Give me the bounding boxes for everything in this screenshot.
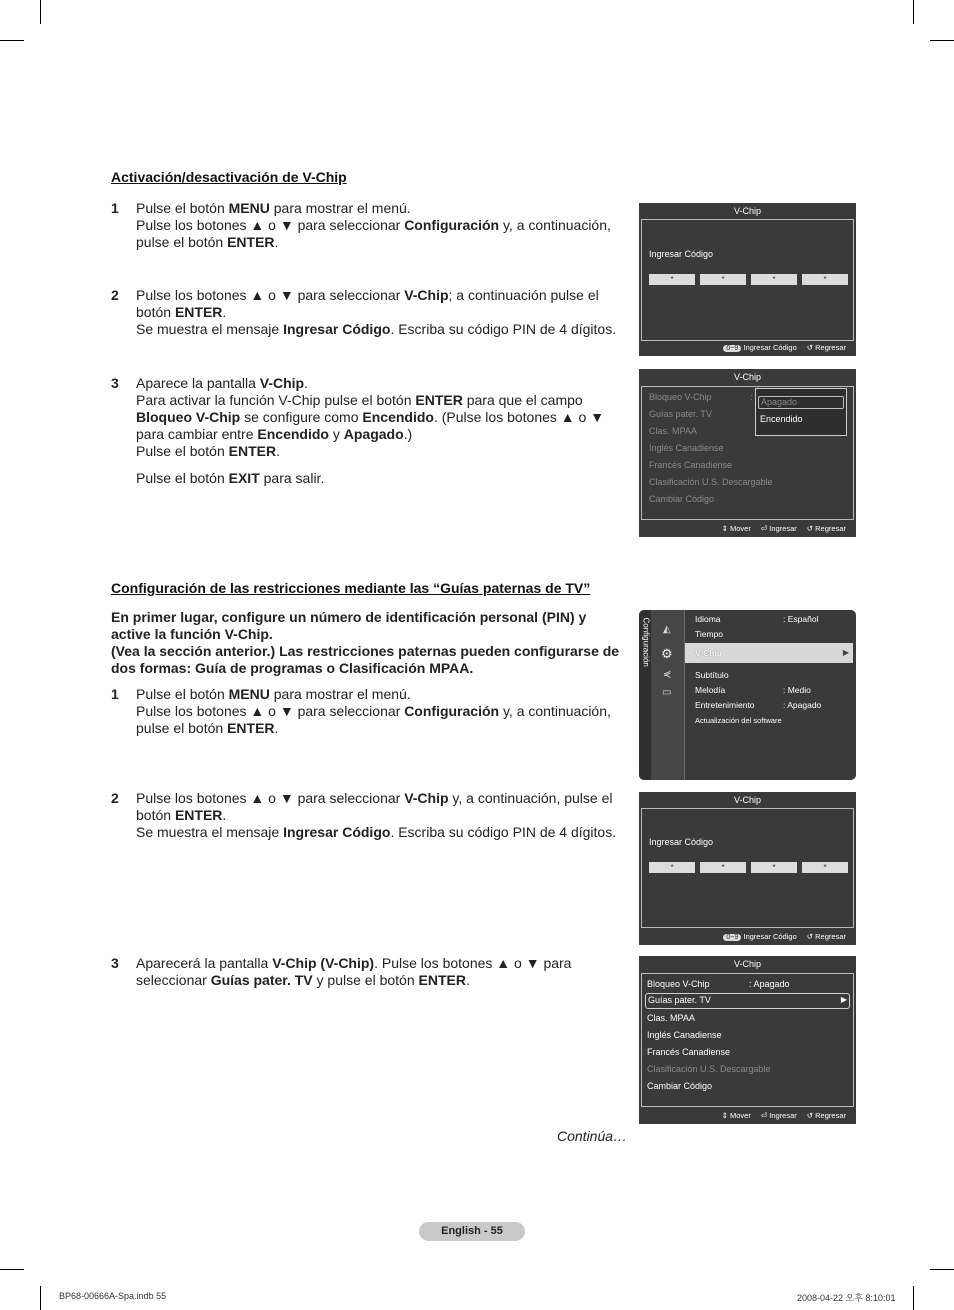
config-side-label: Configuración [641, 617, 651, 667]
menu-item[interactable]: Clas. MPAA [649, 426, 697, 436]
screen-title: V-Chip [733, 206, 761, 216]
gear-icon[interactable]: ⚙ [661, 646, 673, 661]
screen-vchip-lock [639, 369, 856, 537]
screen-footer: 0~9 Ingresar Código ↺ Regresar [723, 343, 846, 352]
return-icon: ↺ [806, 1111, 814, 1120]
input-icon[interactable]: ▭ [662, 687, 672, 698]
screen-vchip-list: V-Chip Bloqueo V-Chip : Apagado Guías pater. TV ▶ Clas. MPAA Inglés Canadiense Francés Canadiense Clasificación U.S. Descargable Cambiar Código ⇕ Mover ⏎ Ingresar ↺ Regresar [639, 956, 856, 1124]
section2-intro: En primer lugar, configure un número de identificación personal (PIN) y active la función V-Chip. (Vea la sección anterior.) Las restricciones paternas pueden configurarse de dos formas: Guía de programas o Clasificación MPAA. [111, 609, 620, 676]
menu-item[interactable]: Inglés Canadiense [649, 443, 724, 453]
config-item-melodia[interactable]: Melodía [695, 685, 726, 695]
vchip-item-guias[interactable]: Guías pater. TV [648, 995, 711, 1005]
return-icon: ↺ [806, 932, 814, 941]
updown-icon: ⇕ [721, 1111, 728, 1120]
menu-item[interactable]: Cambiar Código [649, 494, 715, 504]
screen-title: V-Chip [733, 372, 761, 382]
screen-footer: ⇕ Mover ⏎ Ingresar ↺ Regresar [721, 524, 846, 533]
arrow-right-icon: ▶ [842, 648, 849, 657]
section2-title: Configuración de las restricciones mediante las “Guías paternas de TV” [111, 580, 591, 596]
vchip-item-mpaa[interactable]: Clas. MPAA [647, 1013, 695, 1023]
vchip-item-frances[interactable]: Francés Canadiense [647, 1047, 731, 1057]
config-item-idioma[interactable]: Idioma [695, 614, 721, 624]
screen-config-menu: Configuración ◭ ⚙ ⋞ ▭ Idioma : Español Tiempo V-Chip ▶ Subtítulo Melodía : Medio Entretenimiento : Apagado Actualización del software [639, 610, 856, 780]
config-item-software[interactable]: Actualización del software [695, 716, 782, 725]
page-number-badge: English - 55 [419, 1222, 525, 1241]
section2-step-1: 1 Pulse el botón MENU para mostrar el menú. Pulse los botones ▲ o ▼ para seleccionar Configuración y, a continuación, pulse el botón ENTER. [111, 686, 611, 736]
screen-pin-entry-1 [639, 203, 856, 356]
section2-step-3: 3 Aparecerá la pantalla V-Chip (V-Chip). Pulse los botones ▲ o ▼ para seleccionar Guías pater. TV y pulse el botón ENTER. [111, 955, 572, 988]
option-apagado[interactable]: Apagado [758, 396, 844, 409]
section1-step-1: 1 Pulse el botón MENU para mostrar el menú. Pulse los botones ▲ o ▼ para seleccionar Configuración y, a continuación, pulse el botón ENTER. [111, 200, 611, 250]
crop-mark [40, 1286, 41, 1310]
crop-mark [0, 1269, 24, 1270]
vchip-item-descargable[interactable]: Clasificación U.S. Descargable [647, 1064, 771, 1074]
config-item-subtitulo[interactable]: Subtítulo [695, 670, 729, 680]
continued-note: Continúa… [557, 1128, 628, 1144]
menu-item[interactable]: Bloqueo V-Chip [649, 392, 712, 402]
crop-mark [913, 0, 914, 24]
crop-mark [40, 0, 41, 24]
section2-step-2: 2 Pulse los botones ▲ o ▼ para seleccionar V-Chip y, a continuación, pulse el botón ENTER. Se muestra el mensaje Ingresar Código. Escriba su código PIN de 4 dígitos. [111, 790, 617, 840]
option-encendido[interactable]: Encendido [760, 414, 803, 424]
config-item-tiempo[interactable]: Tiempo [695, 629, 724, 639]
crop-mark [0, 40, 24, 41]
pin-fields[interactable]: * * * * [649, 862, 848, 873]
vchip-item-bloqueo[interactable]: Bloqueo V-Chip [647, 979, 710, 989]
arrow-right-icon: ▶ [840, 995, 847, 1004]
footer-file: BP68-00666A-Spa.indb 55 [59, 1291, 167, 1301]
colon: : [750, 392, 753, 402]
screen-pin-entry-2 [639, 792, 856, 945]
return-icon: ↺ [806, 524, 814, 533]
menu-item[interactable]: Guías pater. TV [649, 409, 712, 419]
option-popup [755, 388, 847, 436]
picture-icon[interactable]: ◭ [663, 624, 671, 635]
section1-step-2: 2 Pulse los botones ▲ o ▼ para seleccionar V-Chip; a continuación pulse el botón ENTER. Se muestra el mensaje Ingresar Código. Escriba su código PIN de 4 dígitos. [111, 287, 617, 337]
section1-title: Activación/desactivación de V-Chip [111, 169, 347, 185]
screen-footer: ⇕ Mover ⏎ Ingresar ↺ Regresar [721, 1111, 846, 1120]
enter-icon: ⏎ [760, 1111, 768, 1120]
satellite-icon[interactable]: ⋞ [663, 669, 672, 680]
crop-mark [930, 1269, 954, 1270]
pin-label: Ingresar Código [649, 837, 714, 847]
config-item-entretenimiento[interactable]: Entretenimiento [695, 700, 755, 710]
screen-title: V-Chip [733, 795, 761, 805]
vchip-item-cambiar[interactable]: Cambiar Código [647, 1081, 713, 1091]
config-item-vchip-highlight[interactable] [685, 643, 853, 663]
screen-title: V-Chip [733, 959, 761, 969]
pin-fields[interactable]: * * * * [649, 274, 848, 285]
footer-date: 2008-04-22 오후 8:10:01 [797, 1293, 896, 1303]
menu-item[interactable]: Clasificación U.S. Descargable [649, 477, 773, 487]
section1-step-3: 3 Aparece la pantalla V-Chip. Para activar la función V-Chip pulse el botón ENTER para que el campo Bloqueo V-Chip se configure como Encendido. (Pulse los botones ▲ o ▼ para cambiar entre Encendido y Apagado.) Pulse el botón ENTER. Pulse el botón EXIT para salir. [111, 375, 605, 486]
updown-icon: ⇕ [721, 524, 728, 533]
menu-item[interactable]: Francés Canadiense [649, 460, 733, 470]
crop-mark [913, 1286, 914, 1310]
vchip-item-ingles[interactable]: Inglés Canadiense [647, 1030, 722, 1040]
pin-label: Ingresar Código [649, 249, 714, 259]
enter-icon: ⏎ [760, 524, 768, 533]
vchip-item-guias-highlight[interactable] [645, 993, 850, 1009]
config-item-vchip[interactable]: V-Chip [695, 648, 722, 658]
return-icon: ↺ [806, 343, 814, 352]
crop-mark [930, 40, 954, 41]
screen-footer: 0~9 Ingresar Código ↺ Regresar [723, 932, 846, 941]
